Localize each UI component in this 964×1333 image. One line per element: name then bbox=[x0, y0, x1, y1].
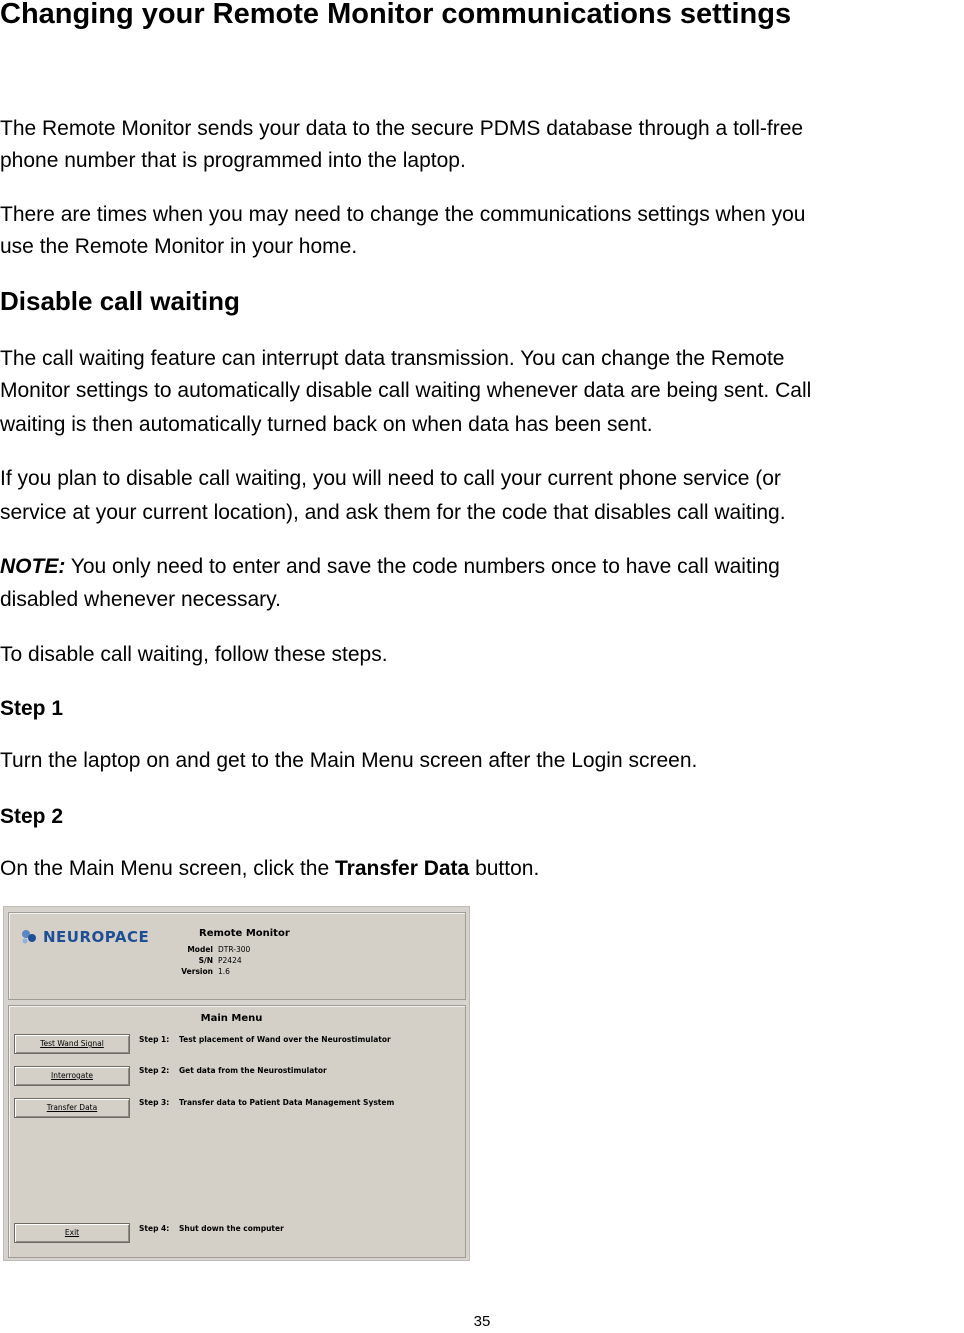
para2-line-1: If you plan to disable call waiting, you will need to call your current phone service (or bbox=[0, 467, 781, 490]
note-text: You only need to enter and save the code numbers once to have call waiting bbox=[65, 555, 780, 578]
para2-line-2: service at your current location), and ask them for the code that disables call waiting. bbox=[0, 501, 786, 524]
note-line-1 bbox=[0, 551, 780, 583]
step-label: Step 3: bbox=[139, 1098, 170, 1107]
step1-label: Step 1 bbox=[0, 697, 64, 720]
sn-value: P2424 bbox=[218, 956, 242, 965]
step-desc: Test placement of Wand over the Neurostimulator bbox=[179, 1035, 391, 1044]
section-heading: Disable call waiting bbox=[0, 286, 240, 316]
follow-text: To disable call waiting, follow these steps. bbox=[0, 643, 388, 666]
step2-text-after: button. bbox=[469, 857, 540, 880]
sn-row bbox=[179, 956, 242, 965]
model-value: DTR-300 bbox=[218, 945, 251, 954]
intro-line-1: The Remote Monitor sends your data to the secure PDMS database through a toll-free bbox=[0, 117, 804, 140]
version-row bbox=[179, 967, 230, 976]
transfer-data-button[interactable]: Transfer Data bbox=[14, 1098, 130, 1118]
neuropace-logo-icon bbox=[19, 927, 39, 947]
app-title: Remote Monitor bbox=[199, 928, 290, 939]
remote-monitor-screenshot bbox=[3, 906, 470, 1261]
main-menu-title-text: Main Menu bbox=[200, 1013, 263, 1024]
exit-button[interactable]: Exit bbox=[14, 1223, 130, 1243]
note-label: NOTE: bbox=[0, 555, 66, 578]
step2-text-before: On the Main Menu screen, click the bbox=[0, 857, 335, 880]
main-menu-title bbox=[4, 1013, 469, 1024]
step-desc: Shut down the computer bbox=[179, 1224, 284, 1233]
test-wand-signal-button[interactable]: Test Wand Signal bbox=[14, 1034, 130, 1054]
step-desc: Get data from the Neurostimulator bbox=[179, 1066, 327, 1075]
page-number: 35 bbox=[473, 1313, 491, 1330]
neuropace-logo bbox=[19, 927, 149, 947]
header-panel bbox=[8, 912, 466, 1000]
step2-label: Step 2 bbox=[0, 805, 64, 828]
intro-line-4: use the Remote Monitor in your home. bbox=[0, 235, 358, 258]
step2-text-bold: Transfer Data bbox=[335, 857, 470, 880]
step-label: Step 1: bbox=[139, 1035, 170, 1044]
version-label: Version bbox=[181, 967, 213, 976]
step-label: Step 4: bbox=[139, 1224, 170, 1233]
page-title: Changing your Remote Monitor communications settings bbox=[0, 0, 792, 30]
sn-label: S/N bbox=[198, 956, 213, 965]
intro-line-3: There are times when you may need to change the communications settings when you bbox=[0, 203, 806, 226]
step-desc: Transfer data to Patient Data Management System bbox=[179, 1098, 395, 1107]
intro-line-2: phone number that is programmed into the laptop. bbox=[0, 149, 466, 172]
interrogate-button[interactable]: Interrogate bbox=[14, 1066, 130, 1086]
note-line-2: disabled whenever necessary. bbox=[0, 588, 281, 611]
step2-text bbox=[0, 853, 539, 885]
step-label: Step 2: bbox=[139, 1066, 170, 1075]
model-label: Model bbox=[187, 945, 213, 954]
para1-line-2: Monitor settings to automatically disable call waiting whenever data are being sent. Call bbox=[0, 379, 812, 402]
para1-line-1: The call waiting feature can interrupt data transmission. You can change the Remote bbox=[0, 347, 785, 370]
model-row bbox=[179, 945, 250, 954]
step1-text: Turn the laptop on and get to the Main Menu screen after the Login screen. bbox=[0, 749, 698, 772]
version-value: 1.6 bbox=[218, 967, 230, 976]
para1-line-3: waiting is then automatically turned back on when data has been sent. bbox=[0, 413, 653, 436]
logo-text: NEUROPACE bbox=[43, 928, 150, 946]
